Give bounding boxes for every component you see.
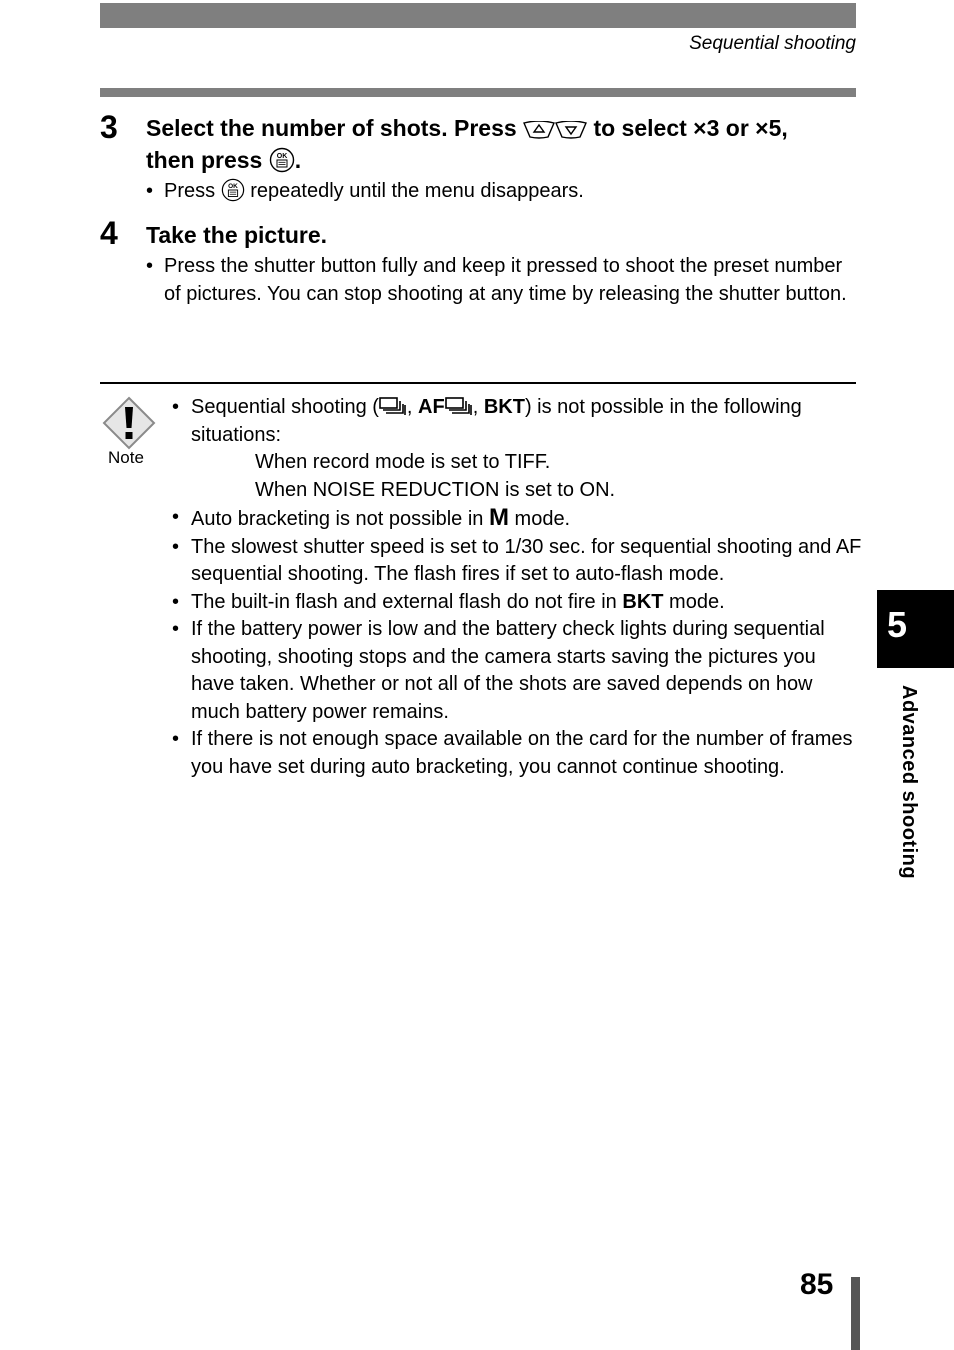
step-3-title-period: . (294, 147, 302, 173)
step-4-number: 4 (100, 215, 118, 251)
note-item-1-text: Sequential shooting ( (191, 396, 379, 418)
step-4-bullet (146, 253, 856, 308)
note-divider (100, 382, 856, 384)
note-list (172, 394, 862, 781)
note-item (172, 504, 862, 534)
manual-mode-label: M (488, 504, 509, 531)
note-item (172, 616, 862, 726)
step-3-number: 3 (100, 109, 118, 145)
note-item (172, 726, 862, 781)
section-title: Sequential shooting (689, 33, 856, 54)
note-warning-icon (102, 396, 156, 450)
chapter-tab (877, 590, 954, 668)
step-3-bullet-text: Press (164, 180, 216, 202)
bullet-dot: • (146, 255, 154, 277)
note-item-1-sub-2: When NOISE REDUCTION is set to ON. (255, 478, 616, 501)
bullet-dot: • (172, 728, 180, 750)
note-item-3-text: The slowest shutter speed is set to 1/30 sec. for sequential shooting and AF sequential shooting. The flash fires if set to auto-flash mode. (191, 535, 862, 585)
bkt-mode-label: BKT (483, 396, 525, 418)
note-label: Note (108, 448, 144, 467)
svg-text:OK: OK (227, 183, 238, 191)
note-item-1-sep: , (406, 396, 419, 418)
header-bar (100, 3, 856, 28)
up-arrow-button-icon (523, 121, 555, 139)
bullet-dot: • (172, 618, 180, 640)
step-3-title-text-2: to select ×3 or ×5, (593, 115, 788, 141)
bullet-dot: • (172, 506, 180, 528)
page-number-bar (851, 1277, 860, 1350)
bkt-mode-label: BKT (622, 590, 664, 613)
chapter-number: 5 (887, 604, 908, 645)
page-number: 85 (800, 1268, 834, 1301)
note-item-4-text: The built-in flash and external flash do not fire in (191, 590, 617, 613)
step-3-bullet-text-2: repeatedly until the menu disappears. (250, 180, 584, 202)
note-item-2-text: Auto bracketing is not possible in (191, 508, 484, 530)
step-3-title-text: Select the number of shots. Press (146, 115, 517, 141)
step-3-bullet (146, 178, 856, 206)
ok-button-icon (221, 178, 245, 202)
note-item (172, 394, 862, 504)
header-divider (100, 88, 856, 97)
step-3-title (146, 112, 858, 176)
note-item-5-text: If the battery power is low and the battery check lights during sequential shooting, shooting stops and the camera starts saving the pictures you have taken. Whether or not all of the shots are saved depends on how much battery power remains. (191, 618, 825, 723)
svg-text:OK: OK (276, 153, 287, 160)
step-3-title-text-3: then press (146, 147, 263, 173)
note-item-1-sep-2: , (472, 396, 484, 418)
note-item-1-text-2: ) is not possible in the following situations: (191, 396, 802, 446)
ok-button-icon (269, 147, 295, 173)
note-item-4-text-2: mode. (669, 590, 725, 613)
af-mode-label: AF (418, 396, 445, 418)
bullet-dot: • (146, 180, 154, 202)
bullet-dot: • (172, 535, 180, 558)
note-item-2-text-2: mode. (514, 508, 571, 530)
note-item-1-sub-1: When record mode is set to TIFF. (255, 451, 551, 473)
bullet-dot: • (172, 590, 180, 613)
note-item-6-text: If there is not enough space available on the card for the number of frames you have set during auto bracketing, you cannot continue shooting. (191, 728, 853, 778)
note-item (172, 589, 862, 617)
step-4-bullet-text: Press the shutter button fully and keep it pressed to shoot the preset number of pictures. You can stop shooting at any time by releasing the shutter button. (164, 255, 847, 305)
chapter-title: Advanced shooting (898, 685, 920, 880)
down-arrow-button-icon (555, 121, 587, 139)
bullet-dot: • (172, 396, 180, 418)
step-4-title: Take the picture. (146, 222, 328, 248)
sequential-shooting-icon (379, 396, 407, 416)
note-item (172, 534, 862, 589)
af-sequential-shooting-icon (445, 396, 473, 416)
